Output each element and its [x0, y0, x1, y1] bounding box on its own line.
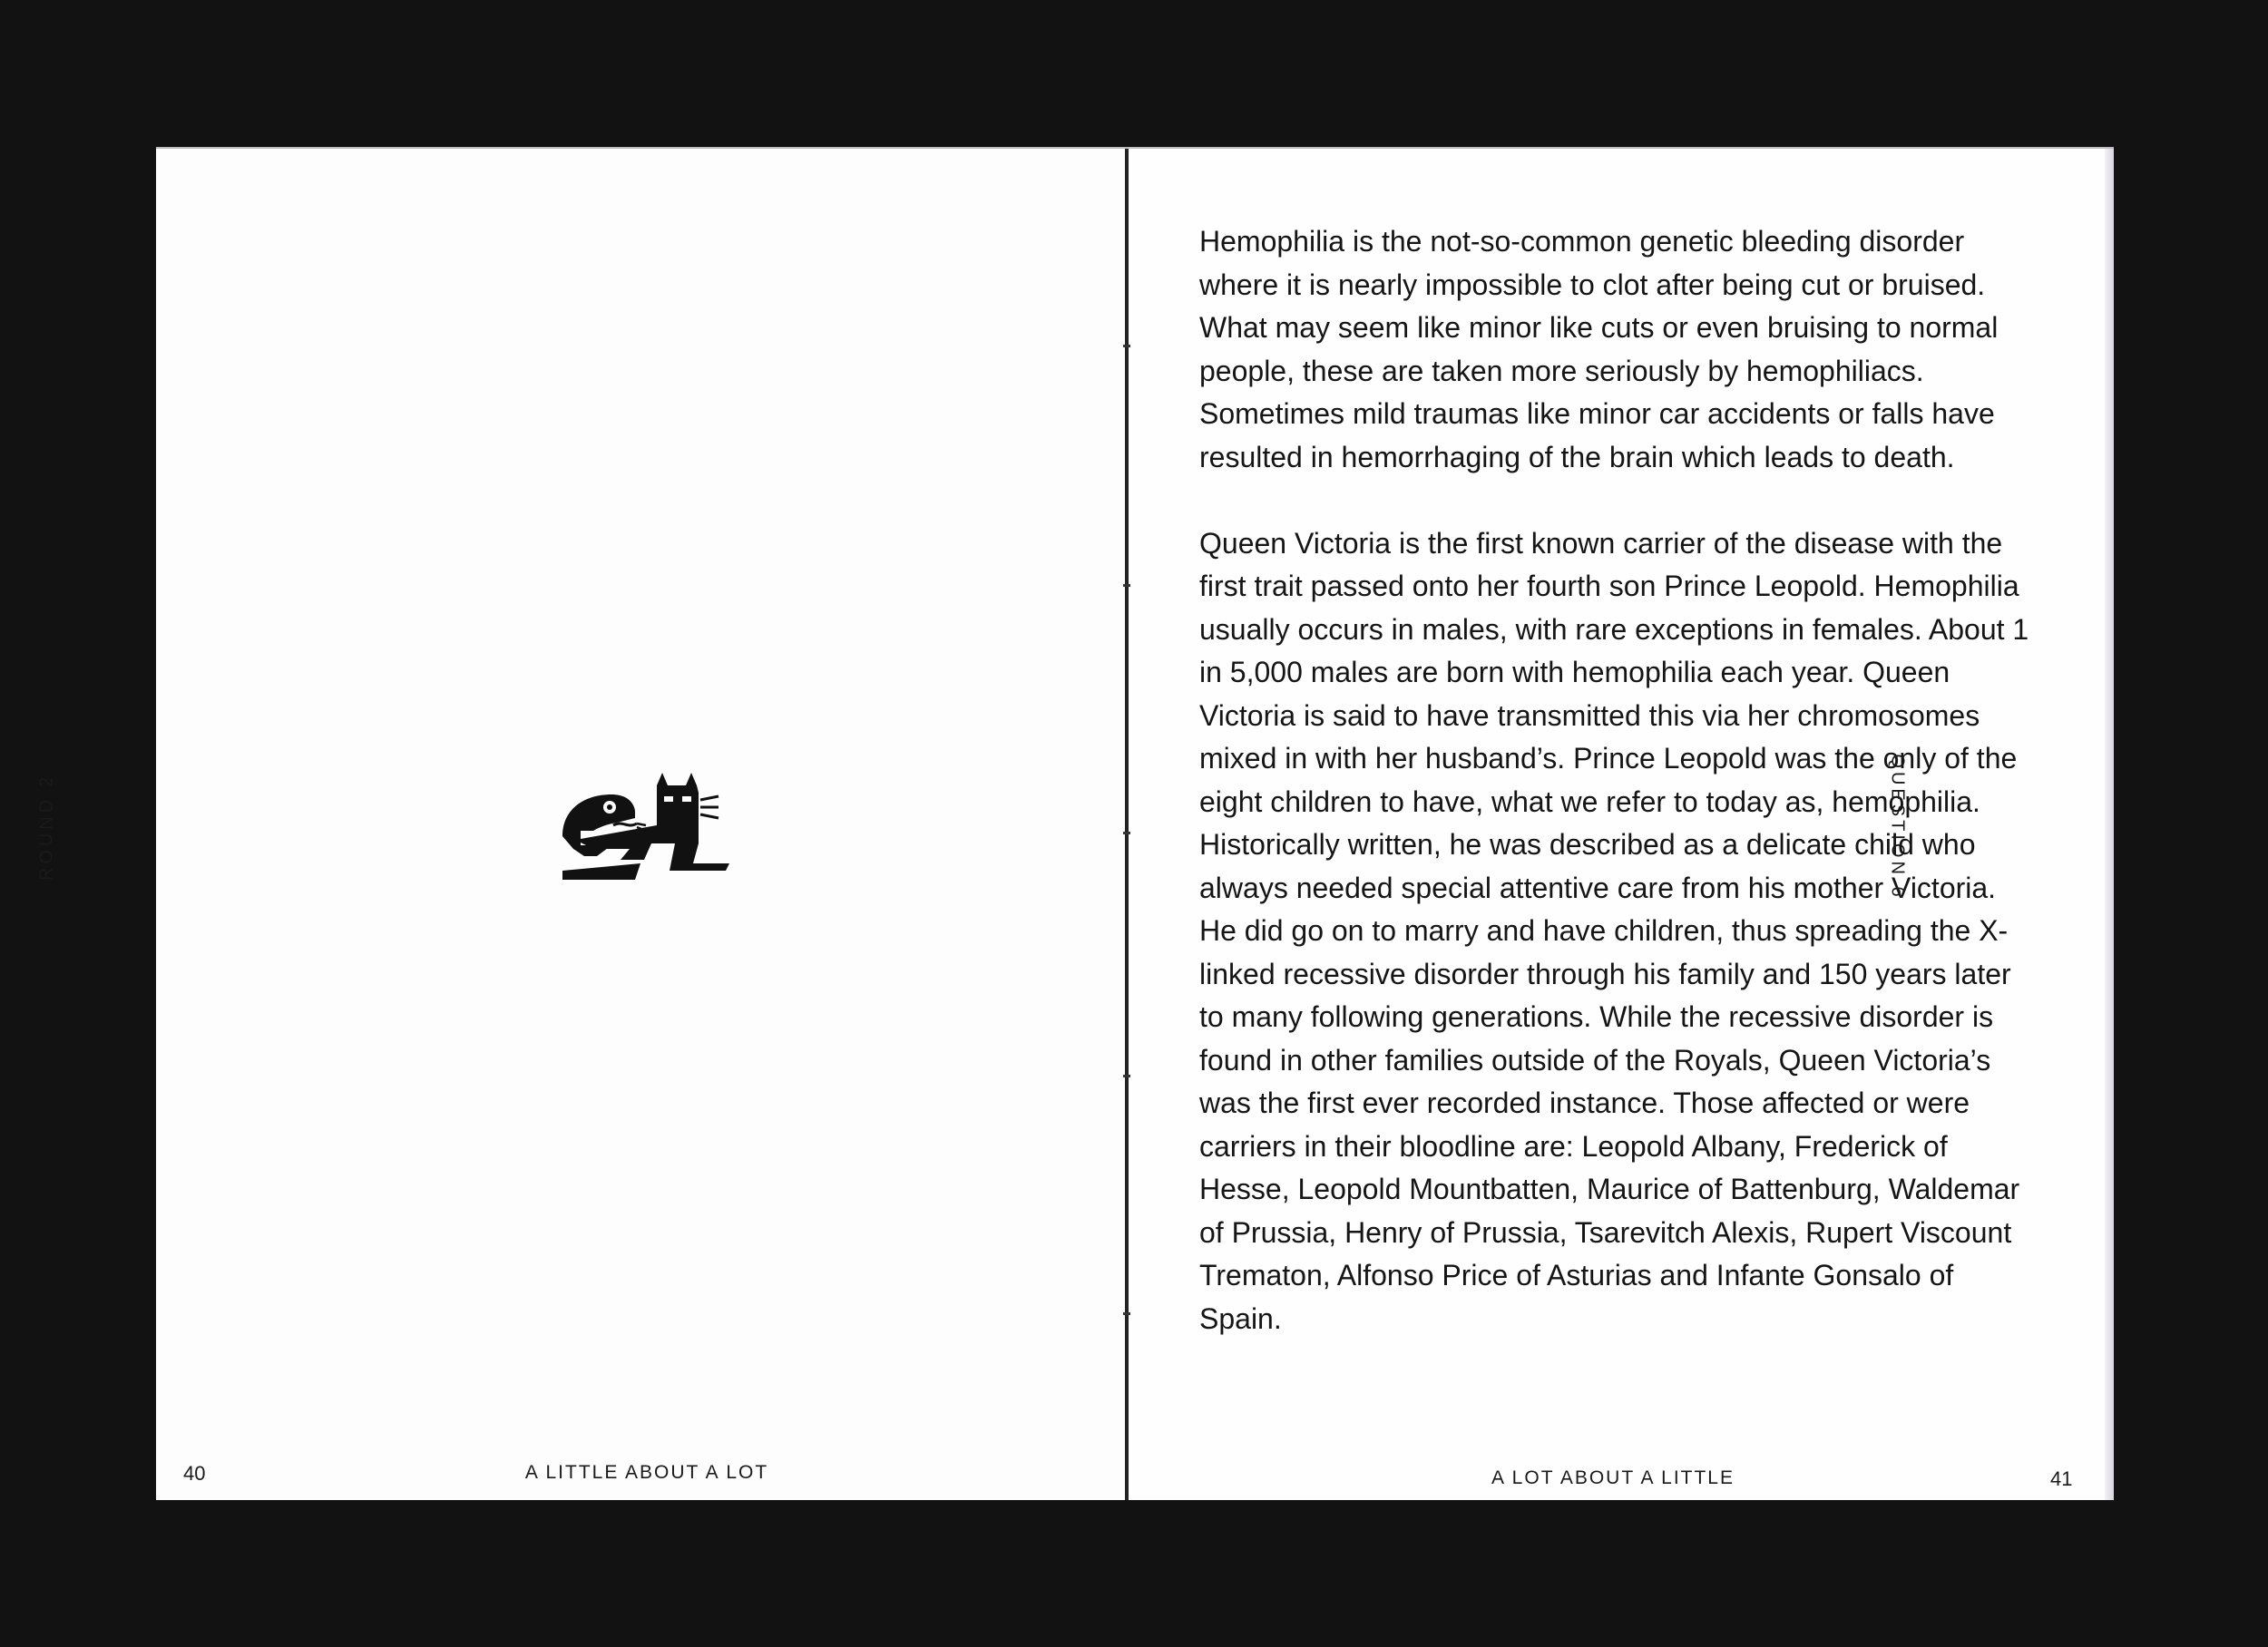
paragraph: Queen Victoria is the first known carrier of the disease with the first trait passed onto her fourth son Prince Leopold. Hemophilia usually occurs in males, with rare exceptions in females. About 1 in 5,000 males are born with hemophilia each year. Queen Victoria is said to have transmitted this via her chromosomes mixed in with her husband’s. Prince Leopold was the only of the eight children to have, what we refer to today as, hemophilia. Historically written, he was described as a delicate child who always needed special attentive care from his mother Victoria. He did go on to marry and have children, thus spreading the X-linked recessive disorder through his family and 150 years later to many following generations. While the recessive disorder is found in other families outside of the Royals, Queen Victoria’s was the first ever recorded instance. Those affected or were carriers in their bloodline are: Leopold Albany, Frederick of Hesse, Leopold Mountbatten, Maurice of Battenburg, Waldemar of Prussia, Henry of Prussia, Tsarevitch Alexis, Rupert Viscount Trematon, Alfonso Price of Asturias and Infante Gonsalo of Spain. — [1199, 526, 2029, 1335]
binding-staple — [1123, 832, 1130, 834]
binding-staple — [1123, 345, 1130, 347]
cat-and-mouse-icon — [557, 773, 735, 882]
question-label: QUESTION 6 — [1887, 754, 1908, 901]
running-title-right: A LOT ABOUT A LITTLE — [1491, 1467, 1735, 1488]
binding-staple — [1123, 1075, 1130, 1077]
binding-staple — [1123, 1312, 1130, 1315]
top-page-edge — [156, 147, 2114, 149]
page-number-right: 41 — [2050, 1467, 2073, 1490]
running-title-left: A LITTLE ABOUT A LOT — [524, 1462, 769, 1483]
paragraph: Hemophilia is the not-so-common genetic bleeding disorder where it is nearly impossible to clot after being cut or bruised. What may seem like minor like cuts or even bruising to normal people, these are taken more seriously by hemophiliacs. Sometimes mild traumas like minor car accidents or falls have resulted in hemorrhaging of the brain which leads to death. — [1199, 225, 1999, 473]
page-number-left: 40 — [183, 1462, 206, 1485]
gutter-fold — [1125, 147, 1129, 1500]
article-body — [1199, 220, 2034, 1340]
binding-staple — [1123, 584, 1130, 587]
round-label: ROUND 2 — [36, 773, 57, 882]
